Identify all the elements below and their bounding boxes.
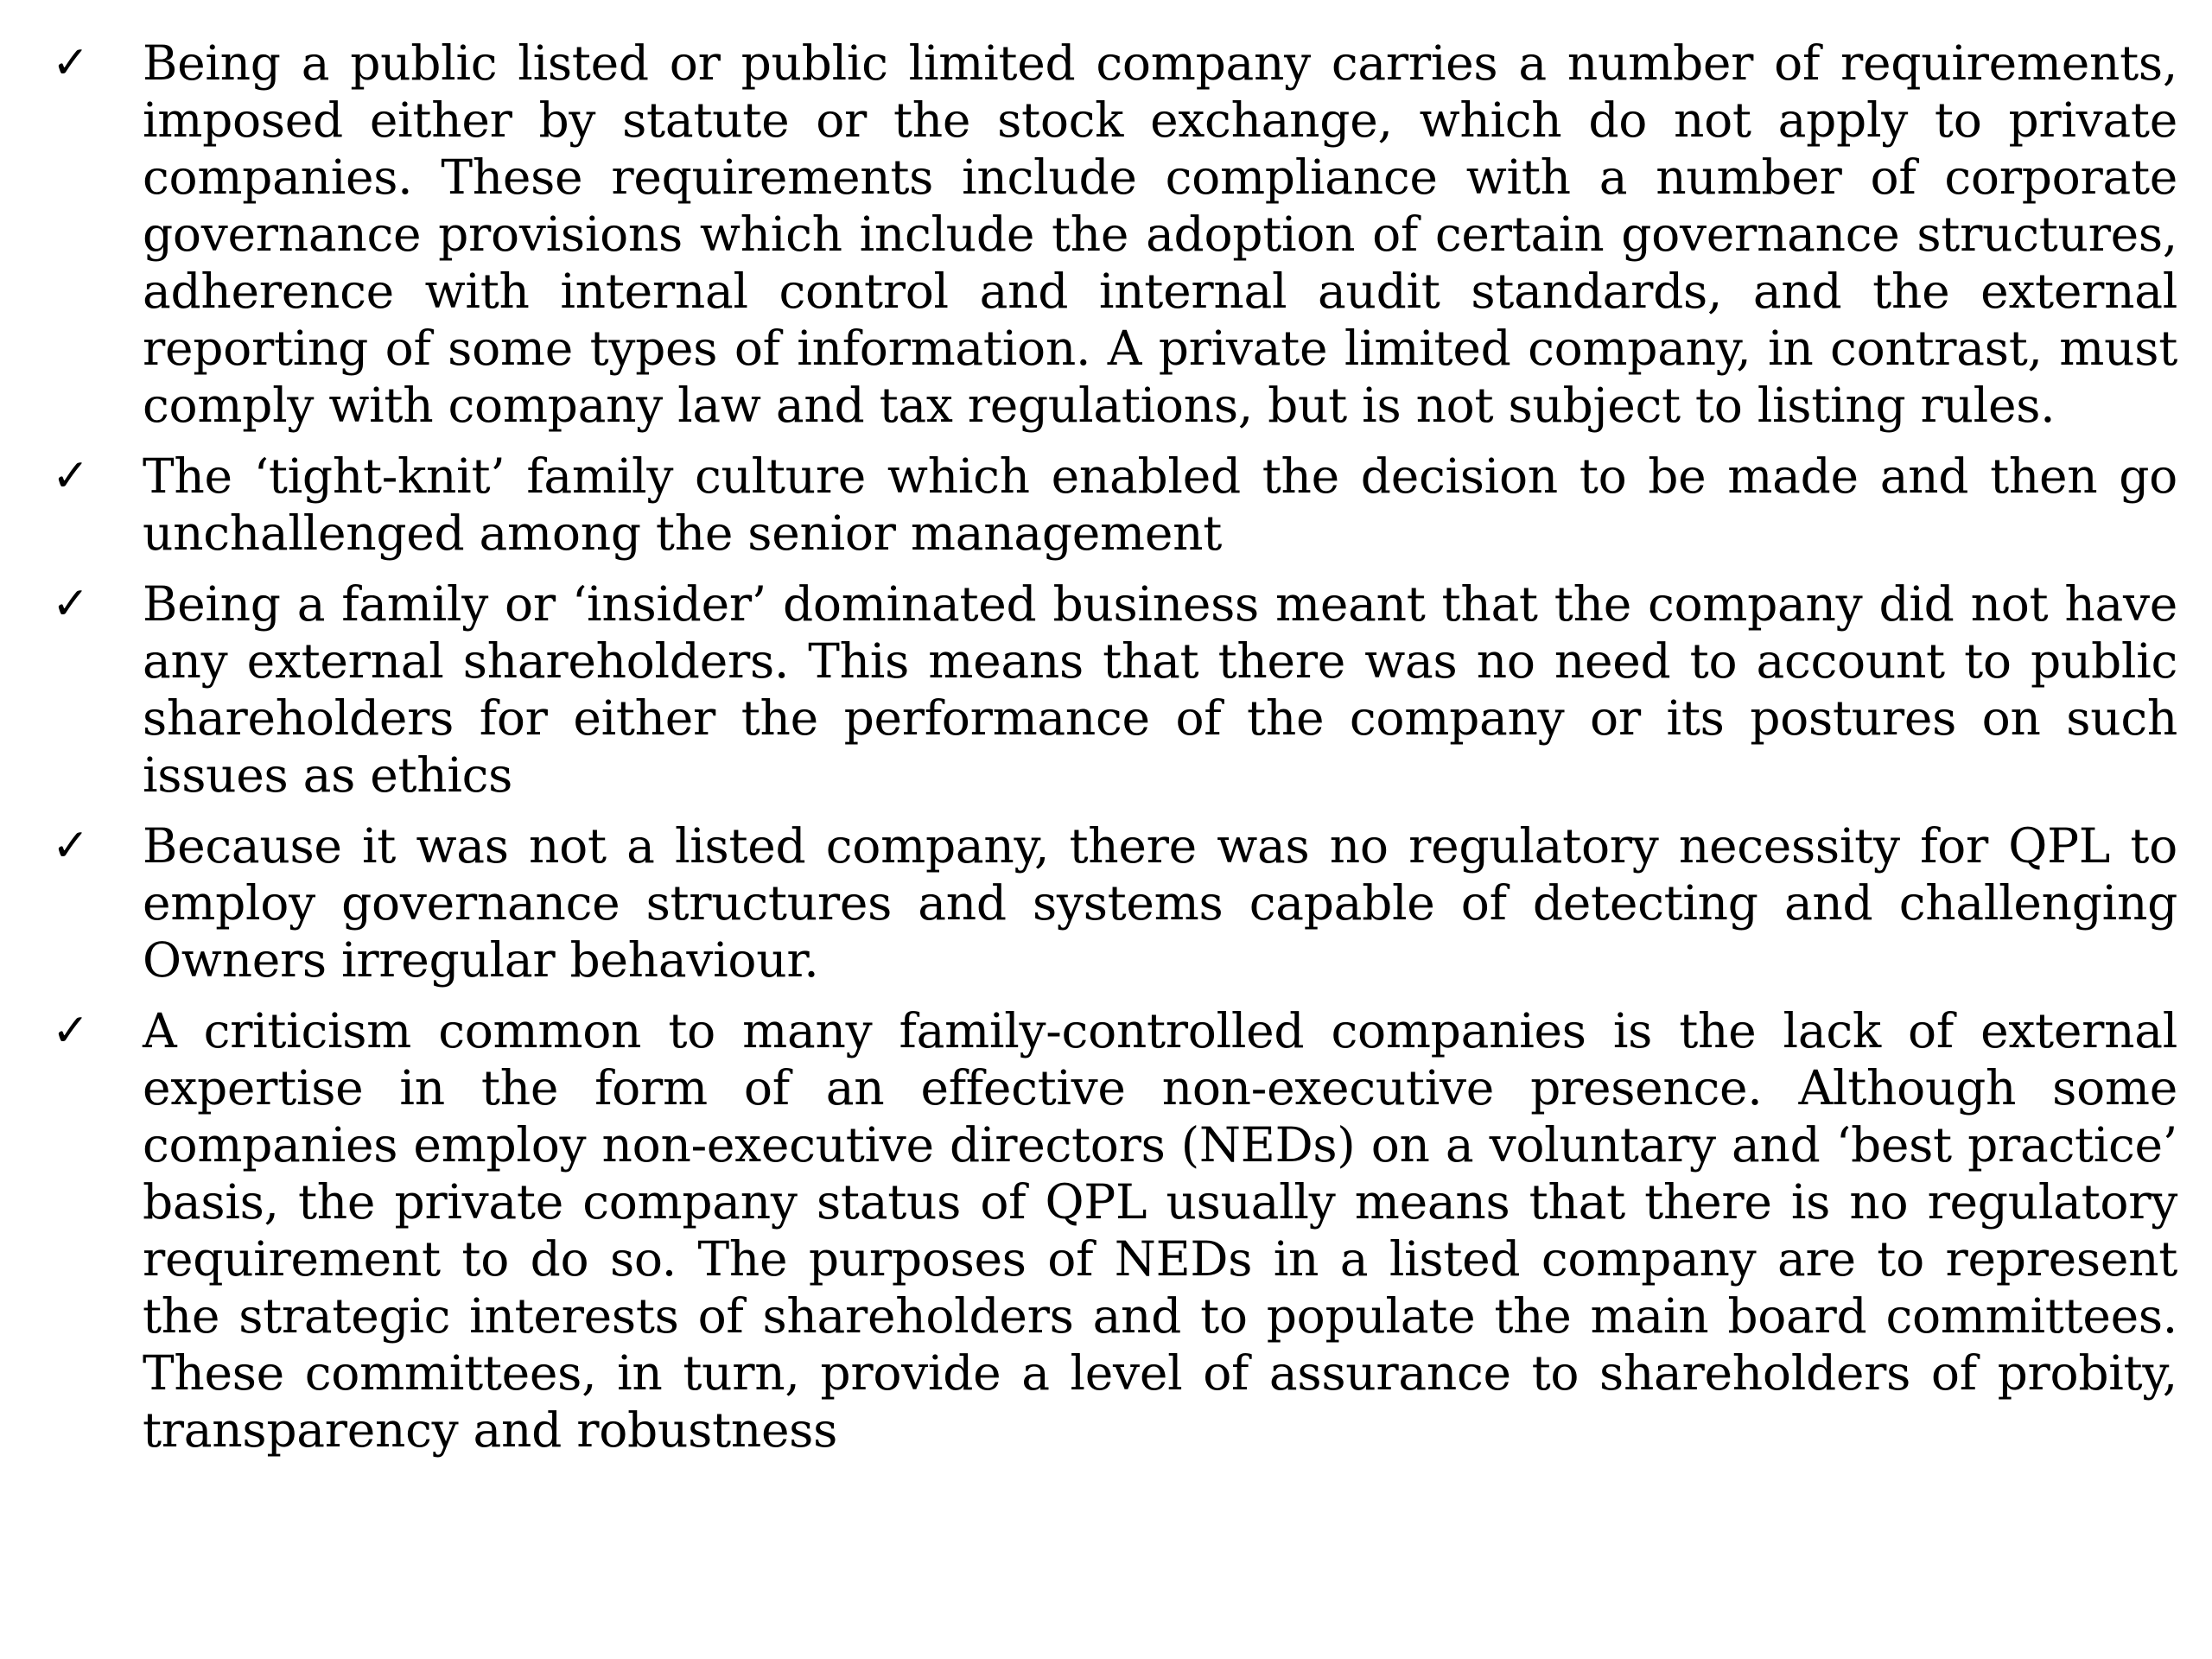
checkmark-icon: ✓ [52, 450, 90, 502]
checkmark-icon: ✓ [52, 820, 90, 872]
bullet-text-3: Being a family or ‘insider’ dominated business meant that the company did not have any external shareholders. This means that there was no need to account to public shareholders for either the performance of the company or its postures on such issues as ethics [143, 576, 2177, 803]
checkmark-icon: ✓ [52, 1005, 90, 1057]
checkmark-icon: ✓ [52, 578, 90, 630]
document-page [52, 35, 2177, 1472]
bullet-text-1: Being a public listed or public limited company carries a number of requirements, imposed either by statute or the stock exchange, which do not apply to private companies. These requirements include compliance with a number of corporate governance provisions which include the adoption of certain governance structures, adherence with internal control and internal audit standards, and the external reporting of some types of information. A private limited company, in contrast, must comply with company law and tax regulations, but is not subject to listing rules. [143, 35, 2177, 433]
bullet-text-4: Because it was not a listed company, there was no regulatory necessity for QPL to employ governance structures and systems capable of detecting and challenging Owners irregular behaviour. [143, 818, 2177, 988]
bullet-text-5: A criticism common to many family-controlled companies is the lack of external expertise in the form of an effective non-executive presence. Although some companies employ non-executive directors (NEDs) on a voluntary and ‘best practice’ basis, the private company status of QPL usually means that there is no regulatory requirement to do so. The purposes of NEDs in a listed company are to represent the strategic interests of shareholders and to populate the main board committees. These committees, in turn, provide a level of assurance to shareholders of probity, transparency and robustness [143, 1003, 2177, 1458]
bullet-text-2: The ‘tight-knit’ family culture which enabled the decision to be made and then go unchallenged among the senior management [143, 448, 2177, 561]
bullet-list [52, 35, 2177, 1459]
checkmark-icon: ✓ [52, 37, 90, 89]
bullet-item-2 [52, 448, 2177, 562]
bullet-item-5 [52, 1002, 2177, 1459]
bullet-item-4 [52, 817, 2177, 988]
bullet-item-1 [52, 35, 2177, 434]
bullet-item-3 [52, 575, 2177, 804]
